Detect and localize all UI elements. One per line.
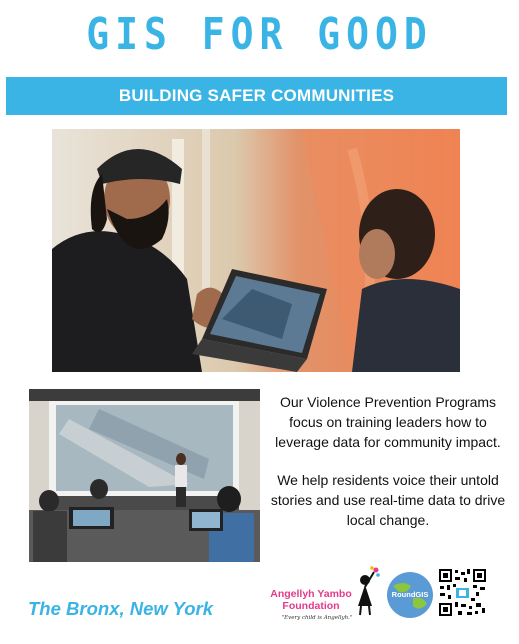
foundation-name: Angellyh Yambo Foundation [270,588,352,612]
paragraph-residents: We help residents voice their untold stories and use real-time data to drive local change. [270,472,506,528]
location-label: The Bronx, New York [28,598,214,619]
page-title: GIS FOR GOOD [86,8,433,60]
girl-silhouette-icon [350,566,380,616]
roundgis-logo [387,572,433,618]
foundation-logo [270,564,380,630]
subtitle-banner [6,77,507,115]
foundation-tagline: "Every child is Angellyh." [281,615,353,621]
paragraph-programs: Our Violence Prevention Programs focus on training leaders how to leverage data for community impact. [275,394,501,450]
banner-text: BUILDING SAFER COMMUNITIES [118,86,395,105]
qr-code-icon[interactable] [438,568,487,617]
main-photo [52,129,460,372]
classroom-photo [29,389,260,562]
description [270,392,506,548]
roundgis-label: RoundGIS [391,590,429,599]
